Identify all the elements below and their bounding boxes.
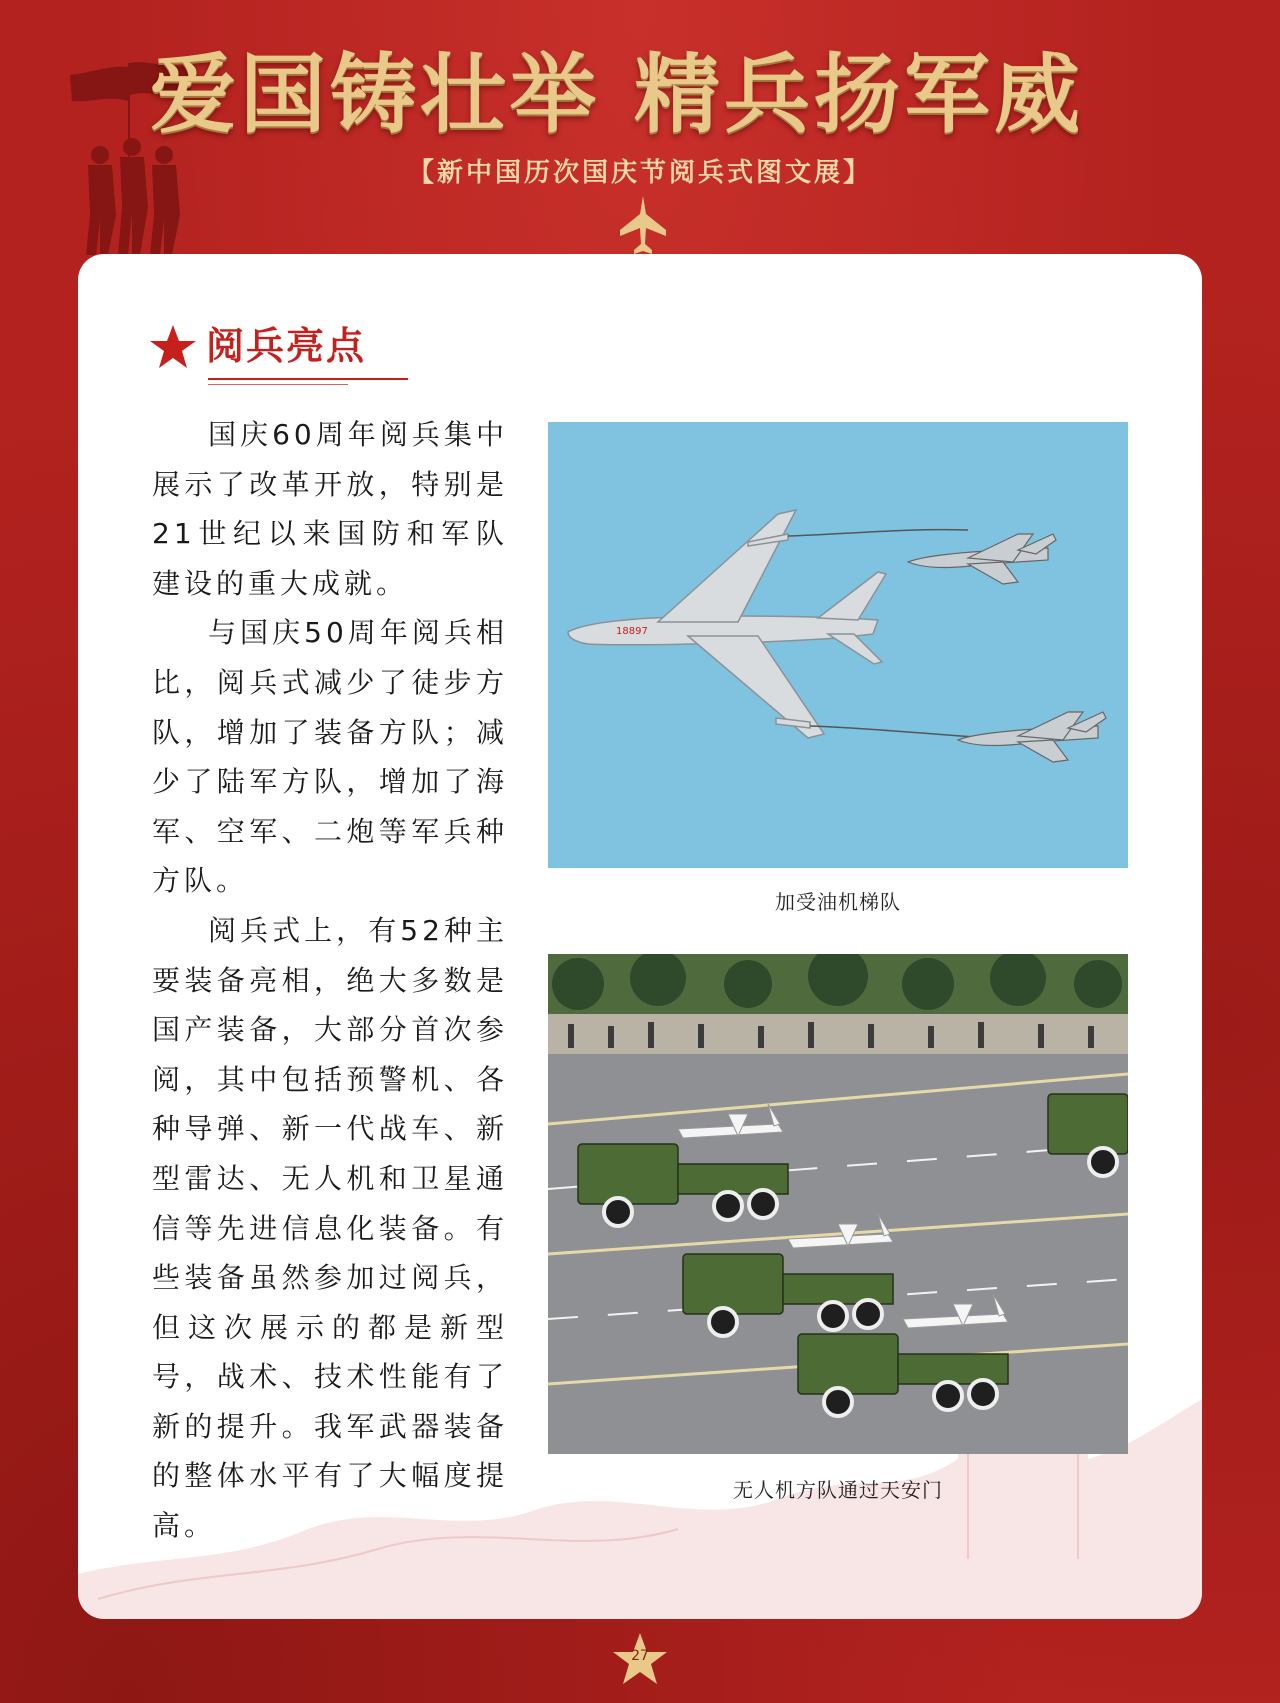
jet-emblem-icon [618, 196, 668, 256]
section-underline-thin [208, 384, 348, 385]
drone-convoy-photo [548, 954, 1128, 1454]
refueling-formation-photo [548, 422, 1128, 868]
content-card [78, 254, 1202, 1619]
section-heading [150, 320, 430, 386]
photo-caption: 加受油机梯队 [775, 890, 901, 914]
subtitle: 【新中国历次国庆节阅兵式图文展】 [407, 158, 872, 188]
main-title: 爱国铸壮举 精兵扬军威 [150, 44, 1084, 145]
section-underline [208, 378, 408, 380]
star-icon [150, 324, 196, 370]
paragraph: 与国庆50周年阅兵相比，阅兵式减少了徒步方队，增加了装备方队；减少了陆军方队，增加了海军、空军、二炮等军兵种方队。 [152, 616, 508, 898]
paragraph: 国庆60周年阅兵集中展示了改革开放，特别是21世纪以来国防和军队建设的重大成就。 [152, 418, 508, 600]
paragraph: 阅兵式上，有52种主要装备亮相，绝大多数是国产装备，大部分首次参阅，其中包括预警机、各种导弹、新一代战车、新型雷达、无人机和卫星通信等先进信息化装备。有些装备虽然参加过阅兵，但这次展示的都是新型号，战术、技术性能有了新的提升。我军武器装备的整体水平有了大幅度提高。 [152, 913, 508, 1543]
section-title: 阅兵亮点 [206, 324, 367, 368]
tail-number: 18897 [616, 626, 648, 637]
page-number: 27 [631, 1648, 649, 1664]
photo-caption: 无人机方队通过天安门 [733, 1478, 943, 1502]
article-body [152, 410, 508, 1551]
